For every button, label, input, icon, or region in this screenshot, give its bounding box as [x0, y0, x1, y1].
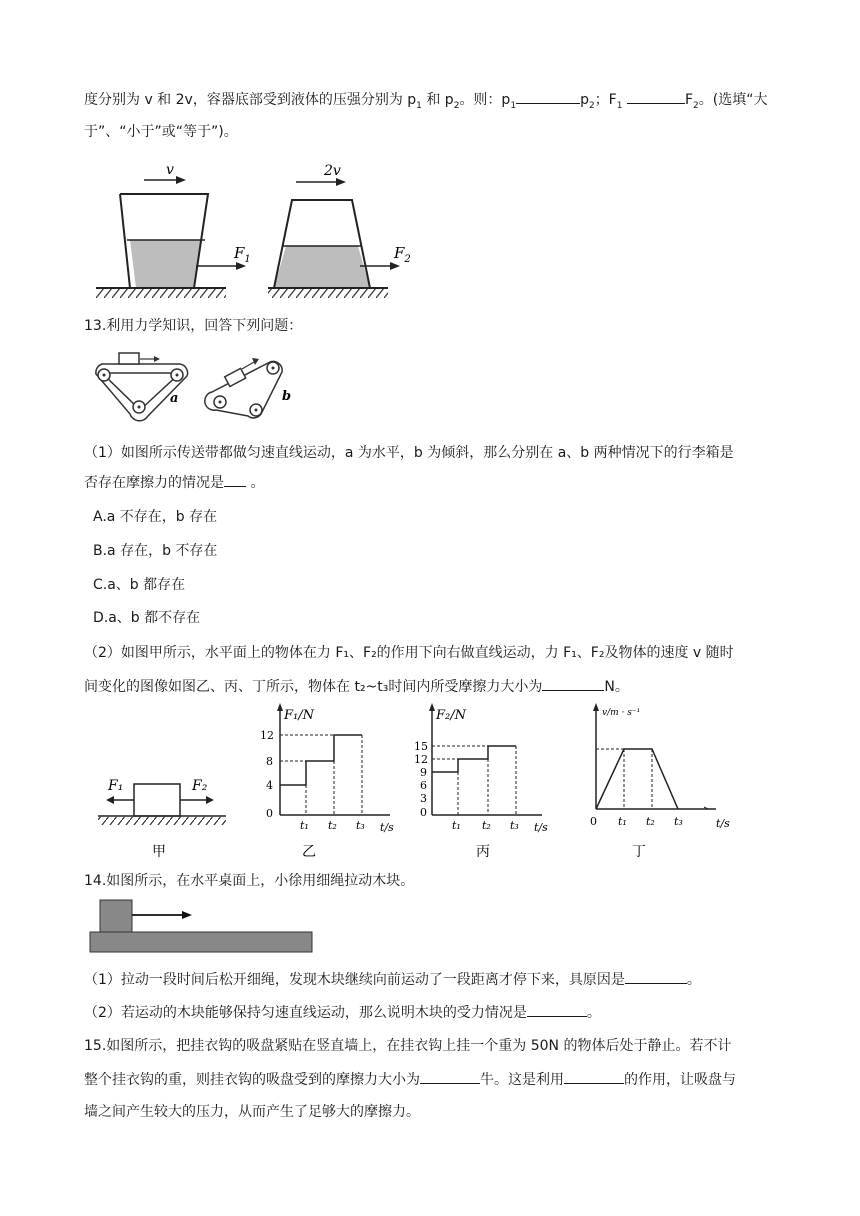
velocity-v-label: v: [166, 162, 174, 178]
bing-ytick-3: 3: [420, 792, 427, 805]
answer-blank-f[interactable]: [627, 89, 685, 104]
q15-line2: 整个挂衣钩的重，则挂衣钩的吸盘受到的摩擦力大小为 牛。这是利用 的作用，让吸盘与: [84, 1069, 736, 1090]
yi-ytick-12: 12: [260, 729, 274, 742]
ding-ylabel: v/m · s⁻¹: [602, 708, 641, 718]
option-a[interactable]: A.a 不存在，b 存在: [93, 509, 218, 525]
q15-line3: 墙之间产生较大的压力，从而产生了足够大的摩擦力。: [84, 1104, 420, 1120]
yi-xtick-t1: t₁: [300, 819, 309, 832]
yi-ytick-0: 0: [266, 807, 273, 820]
q12-line1: 度分别为 v 和 2v，容器底部受到液体的压强分别为 $p_1$ 和 $p_2$。则：$p_1$ $p_2$；$F_1$ $F_2$。(选填“大: [84, 89, 767, 116]
ding-xtick-t3: t₃: [674, 815, 683, 828]
bing-ytick-9: 9: [420, 766, 427, 779]
yi-xlabel: t/s: [380, 821, 394, 834]
q14-title: 14.如图所示，在水平桌面上，小徐用细绳拉动木块。: [84, 873, 415, 889]
answer-blank-q14-2[interactable]: [527, 1002, 587, 1017]
q15-line1: 15.如图所示，把挂衣钩的吸盘紧贴在竖直墙上，在挂衣钩上挂一个重为 50N 的物体后处于静止。若不计: [84, 1038, 732, 1054]
force-f1-label: $F_1$: [234, 244, 251, 265]
bing-xlabel: t/s: [534, 821, 548, 834]
bing-ylabel: F₂/N: [436, 708, 466, 723]
graph-bing: [406, 703, 556, 863]
option-d[interactable]: D.a、b 都不存在: [93, 610, 201, 626]
q14-block-figure: [90, 898, 320, 956]
q12-line2: 于”、“小于”或“等于”)。: [84, 124, 238, 140]
bing-xtick-t2: t₂: [482, 819, 491, 832]
answer-blank-q13-1[interactable]: [224, 472, 246, 487]
ding-xlabel: t/s: [716, 817, 730, 830]
answer-blank-q14-1[interactable]: [625, 969, 687, 984]
ding-xtick-t2: t₂: [646, 815, 655, 828]
yi-xtick-t3: t₃: [356, 819, 365, 832]
conveyor-belt-figure: [92, 352, 302, 424]
option-c[interactable]: C.a、b 都存在: [93, 577, 186, 593]
graph-yi: [250, 703, 400, 863]
yi-ytick-4: 4: [266, 779, 273, 792]
belt-b-label: b: [282, 389, 292, 404]
answer-blank-q15-2[interactable]: [564, 1069, 624, 1084]
jia-f2-label: F₂: [192, 778, 208, 794]
q13-part1-line1: （1）如图所示传送带都做匀速直线运动，a 为水平，b 为倾斜，那么分别在 a、b 两种情况下的行李箱是: [84, 445, 734, 461]
q12-container-figure: [96, 158, 411, 298]
belt-a-label: a: [170, 391, 179, 406]
graph-ding: [586, 703, 746, 863]
ding-caption: 丁: [632, 844, 646, 860]
yi-caption: 乙: [302, 844, 316, 860]
ding-xtick-t1: t₁: [618, 815, 627, 828]
bing-ytick-6: 6: [420, 779, 427, 792]
ding-xtick-0: 0: [590, 815, 597, 828]
bing-ytick-15: 15: [414, 740, 428, 753]
q13-part1-line2: 否存在摩擦力的情况是 。: [84, 472, 264, 493]
jia-caption: 甲: [152, 844, 166, 860]
bing-xtick-t3: t₃: [510, 819, 519, 832]
velocity-2v-label: 2v: [324, 163, 341, 179]
yi-xtick-t2: t₂: [328, 819, 337, 832]
q14-part2: （2）若运动的木块能够保持匀速直线运动，那么说明木块的受力情况是 。: [84, 1002, 601, 1023]
yi-ytick-8: 8: [266, 755, 273, 768]
q13-title: 13.利用力学知识，回答下列问题：: [84, 318, 303, 334]
force-f2-label: $F_2$: [394, 244, 411, 265]
figure-jia: [98, 770, 238, 860]
q13-part2-line1: （2）如图甲所示，水平面上的物体在力 F₁、F₂的作用下向右做直线运动，力 F₁、F₂及物体的速度 v 随时: [84, 645, 734, 661]
bing-xtick-t1: t₁: [452, 819, 461, 832]
jia-f1-label: F₁: [108, 778, 124, 794]
q13-part2-line2: 间变化的图像如图乙、丙、丁所示，物体在 t₂~t₃时间内所受摩擦力大小为 N。: [84, 676, 629, 697]
yi-ylabel: F₁/N: [284, 708, 314, 723]
bing-ytick-0: 0: [420, 806, 427, 819]
bing-ytick-12: 12: [414, 753, 428, 766]
answer-blank-p[interactable]: [516, 89, 580, 104]
answer-blank-q15-1[interactable]: [420, 1069, 480, 1084]
option-b[interactable]: B.a 存在，b 不存在: [93, 543, 218, 559]
answer-blank-friction[interactable]: [542, 676, 604, 691]
q14-part1: （1）拉动一段时间后松开细绳，发现木块继续向前运动了一段距离才停下来，具原因是 。: [84, 969, 701, 990]
bing-caption: 丙: [476, 844, 490, 860]
